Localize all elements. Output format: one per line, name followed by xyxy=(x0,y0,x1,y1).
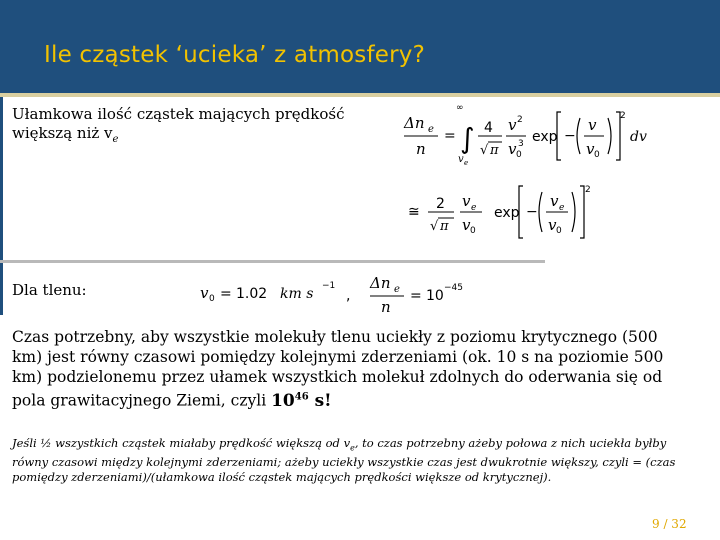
svg-text:0: 0 xyxy=(594,150,600,160)
oxygen-label: Dla tlenu: xyxy=(12,281,87,299)
fraction-integral-formula xyxy=(398,98,660,248)
svg-text:n: n xyxy=(381,298,391,316)
svg-text:exp: exp xyxy=(494,205,520,221)
fraction-label: Ułamkowa ilość cząstek mających prędkość większą niż $v_e$ xyxy=(12,105,345,145)
svg-text:e: e xyxy=(559,203,565,213)
oxygen-v0-unit: km s xyxy=(280,286,314,302)
svg-text:2: 2 xyxy=(517,115,523,125)
svg-text:=: = xyxy=(410,288,422,304)
svg-text:0: 0 xyxy=(516,150,522,160)
svg-text:,: , xyxy=(346,288,351,304)
svg-text:v: v xyxy=(200,284,209,302)
svg-text:−: − xyxy=(564,128,576,144)
svg-text:4: 4 xyxy=(484,120,493,136)
svg-text:e: e xyxy=(464,159,469,167)
svg-text:0: 0 xyxy=(470,226,476,236)
oxygen-ratio-base: 10 xyxy=(426,288,444,304)
svg-text:3: 3 xyxy=(518,139,524,149)
footnote: Jeśli ½ wszystkich cząstek miałaby prędkość większą od $v_e$, to czas potrzebny ażeby połowa z nich uciekła byłby równy czasowi między kolejnymi zderzeniami; ażeby uciekły wszystkie czas jest dwukrotnie większy, czyli = (czas pomiędzy zderzeniami)/(ułamkowa ilość cząstek mających prędkości większe od krytycznej). xyxy=(12,436,676,485)
oxygen-formula xyxy=(198,268,488,316)
svg-text:π: π xyxy=(440,219,449,234)
svg-text:=: = xyxy=(220,286,232,302)
svg-text:v: v xyxy=(588,116,597,134)
svg-text:Δn: Δn xyxy=(404,114,425,132)
svg-text:v: v xyxy=(462,192,471,210)
svg-text:2: 2 xyxy=(436,196,445,212)
svg-text:−: − xyxy=(526,204,538,220)
svg-text:π: π xyxy=(490,143,499,158)
svg-text:0: 0 xyxy=(209,294,215,304)
oxygen-v0-value: 1.02 xyxy=(236,286,268,302)
header-underline xyxy=(0,93,720,97)
svg-text:v: v xyxy=(508,140,517,158)
left-accent-rule xyxy=(0,97,3,260)
svg-text:√: √ xyxy=(480,143,489,158)
oxygen-v0-unit-exp: −1 xyxy=(322,281,336,291)
svg-text:∞: ∞ xyxy=(456,103,464,113)
svg-text:2: 2 xyxy=(620,111,626,121)
left-accent-rule xyxy=(0,263,3,315)
svg-text:v: v xyxy=(462,216,471,234)
escape-time-paragraph: Czas potrzebny, aby wszystkie molekuły tlenu uciekły z poziomu krytycznego (500 km) jest równy czasowi pomiędzy kolejnymi zderzeniami (ok. 10 s na poziomie 500 km) podzielonemu przez ułamek wszystkich molekuł zdolnych do oderwania się od pola grawitacyjnego Ziemi, czyli $10^{46}$ s! xyxy=(12,328,664,411)
svg-text:0: 0 xyxy=(556,226,562,236)
svg-text:≅: ≅ xyxy=(408,204,420,220)
svg-text:v: v xyxy=(550,192,559,210)
svg-text:e: e xyxy=(428,124,434,135)
svg-text:v: v xyxy=(508,116,517,134)
slide-title: Ile cząstek ‘ucieka’ z atmosfery? xyxy=(44,42,426,68)
svg-text:n: n xyxy=(416,140,426,158)
page-number: 9 / 32 xyxy=(652,517,687,531)
svg-text:=: = xyxy=(444,128,456,144)
svg-text:Δn: Δn xyxy=(370,274,391,292)
svg-text:∫: ∫ xyxy=(460,122,475,155)
svg-text:exp: exp xyxy=(532,129,558,145)
section-divider xyxy=(0,260,545,263)
svg-text:dv: dv xyxy=(630,129,647,145)
svg-text:v: v xyxy=(458,154,464,165)
svg-text:√: √ xyxy=(430,219,439,234)
svg-text:e: e xyxy=(471,203,477,213)
oxygen-ratio-exp: −45 xyxy=(444,283,463,293)
svg-text:e: e xyxy=(394,284,400,295)
svg-text:2: 2 xyxy=(585,185,591,195)
svg-text:v: v xyxy=(548,216,557,234)
svg-text:v: v xyxy=(586,140,595,158)
